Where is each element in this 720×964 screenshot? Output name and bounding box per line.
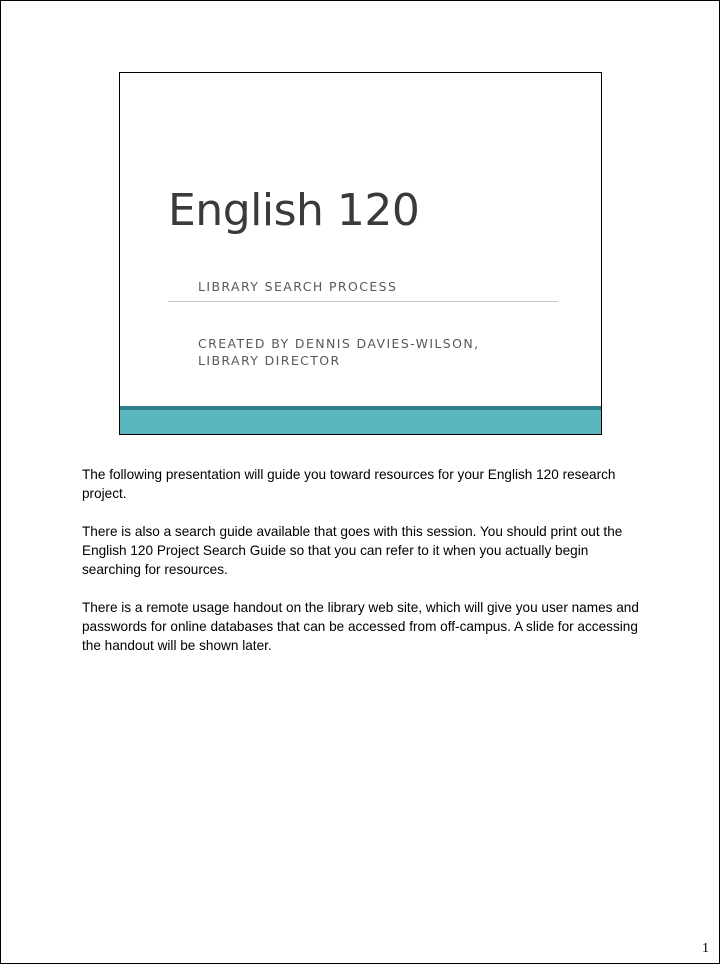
slide-thumbnail <box>119 72 602 435</box>
slide-credit-line-1: CREATED BY DENNIS DAVIES-WILSON, <box>198 336 480 351</box>
slide-credit-line-2: LIBRARY DIRECTOR <box>198 353 341 368</box>
notes-paragraph-3: There is a remote usage handout on the library web site, which will give you user names and passwords for online databases that can be accessed from off-campus. A slide for accessing the handout will be shown later. <box>82 600 639 653</box>
slide-footer-band <box>120 410 601 434</box>
notes-paragraph-2: There is also a search guide available that goes with this session. You should print out the English 120 Project Search Guide so that you can refer to it when you actually begin searching for resources. <box>82 524 623 577</box>
slide-title: English 120 <box>168 185 420 236</box>
slide-divider <box>168 301 558 302</box>
speaker-notes <box>82 465 642 674</box>
slide-credit <box>198 335 479 369</box>
slide-subtitle: LIBRARY SEARCH PROCESS <box>198 279 398 294</box>
notes-paragraph-1: The following presentation will guide you toward resources for your English 120 research project. <box>82 467 616 501</box>
page-number: 1 <box>702 941 709 956</box>
